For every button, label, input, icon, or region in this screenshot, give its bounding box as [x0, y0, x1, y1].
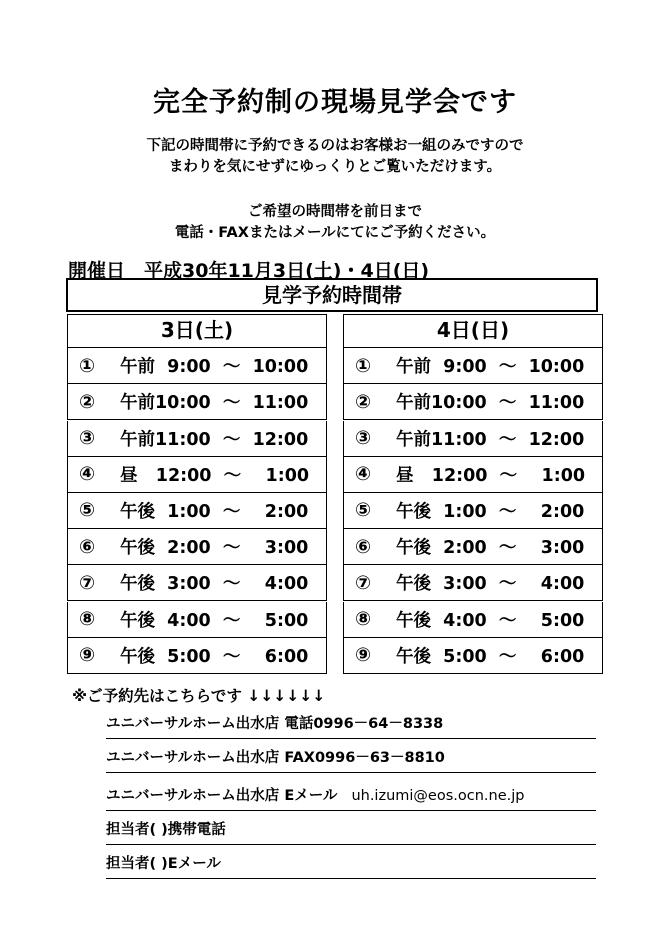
- time-slot-row: [343, 457, 603, 493]
- slot-number: ①: [354, 354, 372, 377]
- time-slot-row: [67, 493, 327, 529]
- table-title: 見学予約時間帯: [66, 278, 598, 312]
- slot-time: 昼 12:00 ～ 1:00: [120, 465, 310, 486]
- slot-number: ②: [78, 390, 96, 413]
- slot-number: ⑤: [354, 499, 372, 522]
- time-slot-row: [67, 529, 327, 565]
- slot-time: 午後 3:00 ～ 4:00: [396, 574, 585, 595]
- slot-time: 午後 5:00 ～ 6:00: [120, 646, 309, 667]
- time-slot-row: [67, 602, 327, 638]
- slot-time: 午後 4:00 ～ 5:00: [396, 610, 585, 631]
- time-slot-row: [343, 602, 603, 638]
- time-slot-row: [343, 493, 603, 529]
- slot-number: ④: [78, 463, 96, 486]
- slot-time: 午前 9:00 ～ 10:00: [396, 357, 585, 378]
- slot-time: 午前 9:00 ～ 10:00: [120, 357, 309, 378]
- time-slot-row: [343, 421, 603, 457]
- time-slot-row: [343, 565, 603, 601]
- slot-number: ⑦: [78, 571, 96, 594]
- event-date: 開催日 平成30年11月3日(土)・4日(日): [68, 260, 430, 282]
- slot-time: 午後 2:00 ～ 3:00: [396, 538, 585, 559]
- page-title: 完全予約制の現場見学会です: [153, 87, 517, 118]
- contact-fax: ユニバーサルホーム出水店 FAX0996－63－8810: [106, 746, 596, 773]
- slot-time: 午後 1:00 ～ 2:00: [396, 501, 585, 522]
- reserve-text: [0, 202, 670, 244]
- contact-email-address: uh.izumi@eos.ocn.ne.jp: [351, 788, 525, 804]
- intro-line-2: まわりを気にせずにゆっくりとご覧いただけます。: [168, 159, 502, 175]
- time-slot-row: [67, 457, 327, 493]
- day-column-sat: [67, 314, 327, 674]
- slot-number: ⑨: [78, 644, 96, 667]
- slot-time: 午後 1:00 ～ 2:00: [120, 501, 309, 522]
- reserve-line-1: ご希望の時間帯を前日まで: [248, 204, 422, 220]
- time-slot-row: [343, 529, 603, 565]
- slot-number: ⑥: [78, 535, 96, 558]
- slot-number: ④: [354, 463, 372, 486]
- time-slot-row: [67, 638, 327, 674]
- contact-email-label: ユニバーサルホーム出水店 Eメール: [106, 788, 338, 804]
- contact-phone: ユニバーサルホーム出水店 電話0996－64－8338: [106, 712, 596, 739]
- slot-number: ⑧: [78, 608, 96, 630]
- day-header: 3日(土): [67, 314, 327, 348]
- slot-number: ③: [78, 427, 96, 450]
- reserve-line-2: 電話・FAXまたはメールにてにご予約ください。: [174, 225, 496, 241]
- slot-time: 午前11:00 ～ 12:00: [396, 429, 585, 450]
- slot-number: ③: [354, 427, 372, 450]
- slot-number: ⑥: [354, 535, 372, 558]
- intro-text: [0, 136, 670, 178]
- slot-time: 午前11:00 ～ 12:00: [120, 429, 309, 450]
- slot-number: ⑧: [354, 608, 372, 630]
- time-slot-row: [343, 638, 603, 674]
- day-header: 4日(日): [343, 314, 603, 348]
- time-slot-row: [67, 348, 327, 384]
- slot-number: ⑨: [354, 644, 372, 667]
- slot-time: 午後 4:00 ～ 5:00: [120, 610, 309, 631]
- slot-time: 昼 12:00 ～ 1:00: [396, 465, 586, 486]
- slot-time: 午後 3:00 ～ 4:00: [120, 574, 309, 595]
- day-column-sun: [343, 314, 603, 674]
- staff-phone-field: 担当者( )携帯電話: [106, 818, 596, 845]
- slot-number: ⑤: [78, 499, 96, 522]
- slot-time: 午後 5:00 ～ 6:00: [396, 646, 585, 667]
- slot-time: 午後 2:00 ～ 3:00: [120, 538, 309, 559]
- contact-email-line: [106, 784, 596, 811]
- slot-time: 午前10:00 ～ 11:00: [120, 393, 309, 414]
- time-slot-row: [67, 421, 327, 457]
- time-slot-row: [343, 384, 603, 420]
- slot-number: ⑦: [354, 571, 372, 594]
- time-slot-row: [343, 348, 603, 384]
- intro-line-1: 下記の時間帯に予約できるのはお客様お一組のみですので: [146, 138, 524, 154]
- slot-number: ②: [354, 390, 372, 413]
- slot-time: 午前10:00 ～ 11:00: [396, 393, 585, 414]
- contact-notice: ※ご予約先はこちらです ↓↓↓↓↓↓: [72, 687, 326, 705]
- time-slot-row: [67, 384, 327, 420]
- slot-number: ①: [78, 354, 96, 377]
- time-slot-row: [67, 565, 327, 601]
- staff-email-field: 担当者( )Eメール: [106, 852, 596, 879]
